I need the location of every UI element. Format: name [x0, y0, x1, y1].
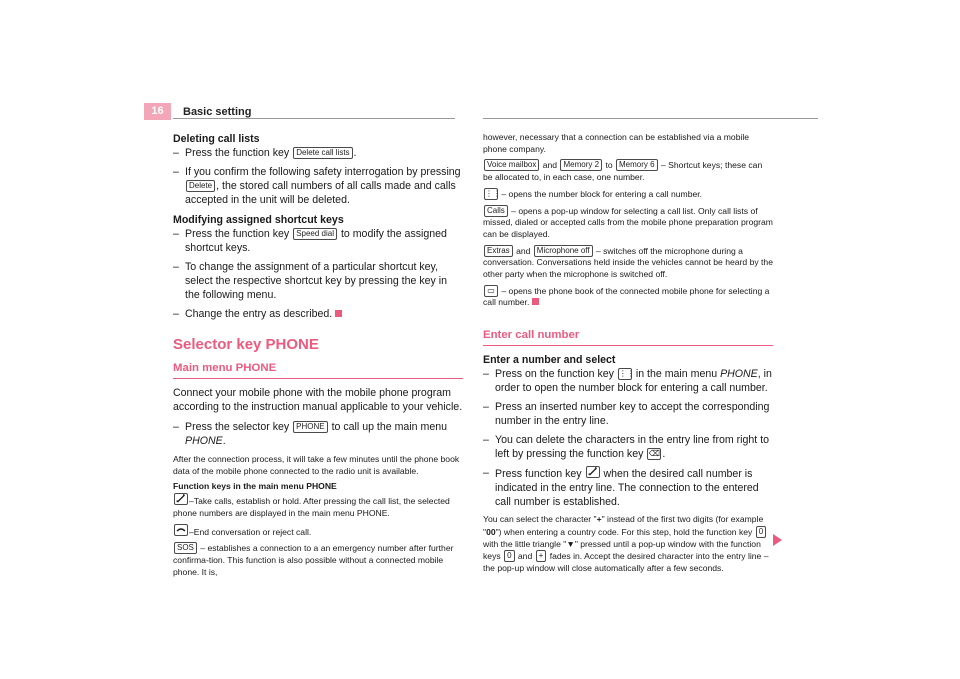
sos-key: SOS — [174, 542, 197, 554]
speed-dial-key: Speed dial — [293, 228, 337, 240]
shortcut-keys-text: Voice mailbox and Memory 2 to Memory 6 – Shortcut keys; these can be allocated to, in each case, one number. — [483, 160, 763, 183]
running-title: Basic setting — [183, 106, 252, 118]
sos-text: SOS – establishes a connection to a an emergency number after further confirma-tion. This function is also possible without a connected mobile phone. It is, — [173, 543, 454, 577]
modify-step-1: – Press the function key Speed dial to modify the assigned shortcut keys. — [173, 227, 463, 255]
enter-step-3: – You can delete the characters in the entry line from right to left by pressing the function key ⌫ . — [483, 433, 773, 461]
delete-call-lists-key: Delete call lists — [293, 147, 352, 159]
phone-book-icon: ▭ — [484, 285, 498, 297]
end-conversation-text: –End conversation or reject call. — [173, 524, 463, 539]
calls-text: Calls – opens a pop-up window for selecting a call list. Only call lists of missed, dialed or accepted calls from the mobile phone preparation program can be displayed. — [483, 205, 773, 239]
call-accept-icon — [174, 493, 188, 505]
number-block-icon: ⋮⋮ — [618, 369, 635, 379]
subsection-title: Main menu PHONE — [173, 362, 277, 374]
take-calls-text: –Take calls, establish or hold. After pressing the call list, the selected phone numbers are displayed in the main menu PHONE. — [173, 493, 463, 519]
delete-step-1: – Press the function key Delete call lists . — [173, 146, 463, 160]
left-column — [173, 132, 463, 578]
delete-heading: Deleting call lists — [173, 133, 260, 145]
country-code-note: You can select the character "+" instead of the first two digits (for example "00") when entering a country code. For this step, hold the function key 0 with the little triangle "▼" pressed until a pop-up window with the function keys 0 and + fades in. Accept the desired character into the entry line – the pop-up window will close automatically after a few seconds. — [483, 514, 769, 573]
continue-arrow-icon — [773, 534, 782, 546]
enter-call-number-title: Enter call number — [483, 329, 580, 342]
phone-key: PHONE — [293, 421, 327, 433]
call-end-icon — [174, 524, 188, 536]
key-0: 0 — [756, 526, 766, 538]
phone-book-text: ▭ – opens the phone book of the connected mobile phone for selecting a call number. — [483, 285, 770, 308]
section-end-marker — [532, 298, 539, 305]
microphone-off-key: Microphone off — [534, 245, 593, 257]
section-end-marker — [335, 310, 342, 317]
number-block-icon: ⋮⋮ — [485, 188, 501, 198]
enter-step-4: – Press function key when the desired call number is indicated in the entry line. The connection to the entered call number is established. — [483, 466, 773, 509]
subsection-rule — [173, 378, 463, 379]
modify-step-3: – Change the entry as described. — [173, 307, 463, 321]
enter-number-heading: Enter a number and select — [483, 354, 616, 367]
key-plus: + — [536, 550, 547, 562]
header-rule-right — [483, 118, 818, 119]
modify-step-2: – To change the assignment of a particular shortcut key, select the respective shortcut key by pressing the key in the following menu. — [173, 260, 463, 302]
delete-step-2: – If you confirm the following safety interrogation by pressing Delete , the stored call numbers of all calls made and calls accepted in the unit will be deleted. — [173, 165, 463, 207]
right-column — [483, 132, 773, 575]
after-connection-note: After the connection process, it will take a few minutes until the phone book data of the mobile phone connected to the radio unit is available. — [173, 454, 460, 476]
backspace-icon: ⌫ — [648, 449, 661, 459]
extras-key: Extras — [484, 245, 513, 257]
calls-key: Calls — [484, 205, 508, 217]
call-accept-icon — [586, 466, 600, 478]
page-number: 16 — [144, 103, 171, 120]
section-title: Selector key PHONE — [173, 336, 319, 353]
enter-step-1: – Press on the function key ⋮⋮ in the main menu PHONE, in order to open the number block for entering a call number. — [483, 367, 773, 395]
function-keys-heading: Function keys in the main menu PHONE — [173, 481, 337, 492]
connect-text: Connect your mobile phone with the mobile phone program according to the instruction manual applicable to your vehicle. — [173, 387, 463, 413]
header-rule-left — [173, 118, 455, 119]
continuation-text: however, necessary that a connection can be established via a mobile phone company. — [483, 132, 750, 154]
voice-mailbox-key: Voice mailbox — [484, 159, 539, 171]
enter-step-2: – Press an inserted number key to accept the corresponding number in the entry line. — [483, 400, 773, 428]
number-block-text: ⋮⋮ – opens the number block for entering a call number. — [485, 188, 703, 199]
key-0-popup: 0 — [504, 550, 514, 562]
modify-heading: Modifying assigned shortcut keys — [173, 214, 344, 226]
delete-key: Delete — [186, 180, 215, 192]
selector-step: – Press the selector key PHONE to call up the main menu PHONE. — [173, 420, 463, 448]
extras-text: Extras and Microphone off – switches off the microphone during a conversation. Conversations held inside the vehicles cannot be heard by the other party when the microphone is switched off. — [483, 245, 773, 280]
enter-call-number-rule — [483, 345, 773, 346]
memory-6-key: Memory 6 — [616, 159, 658, 171]
memory-2-key: Memory 2 — [560, 159, 602, 171]
